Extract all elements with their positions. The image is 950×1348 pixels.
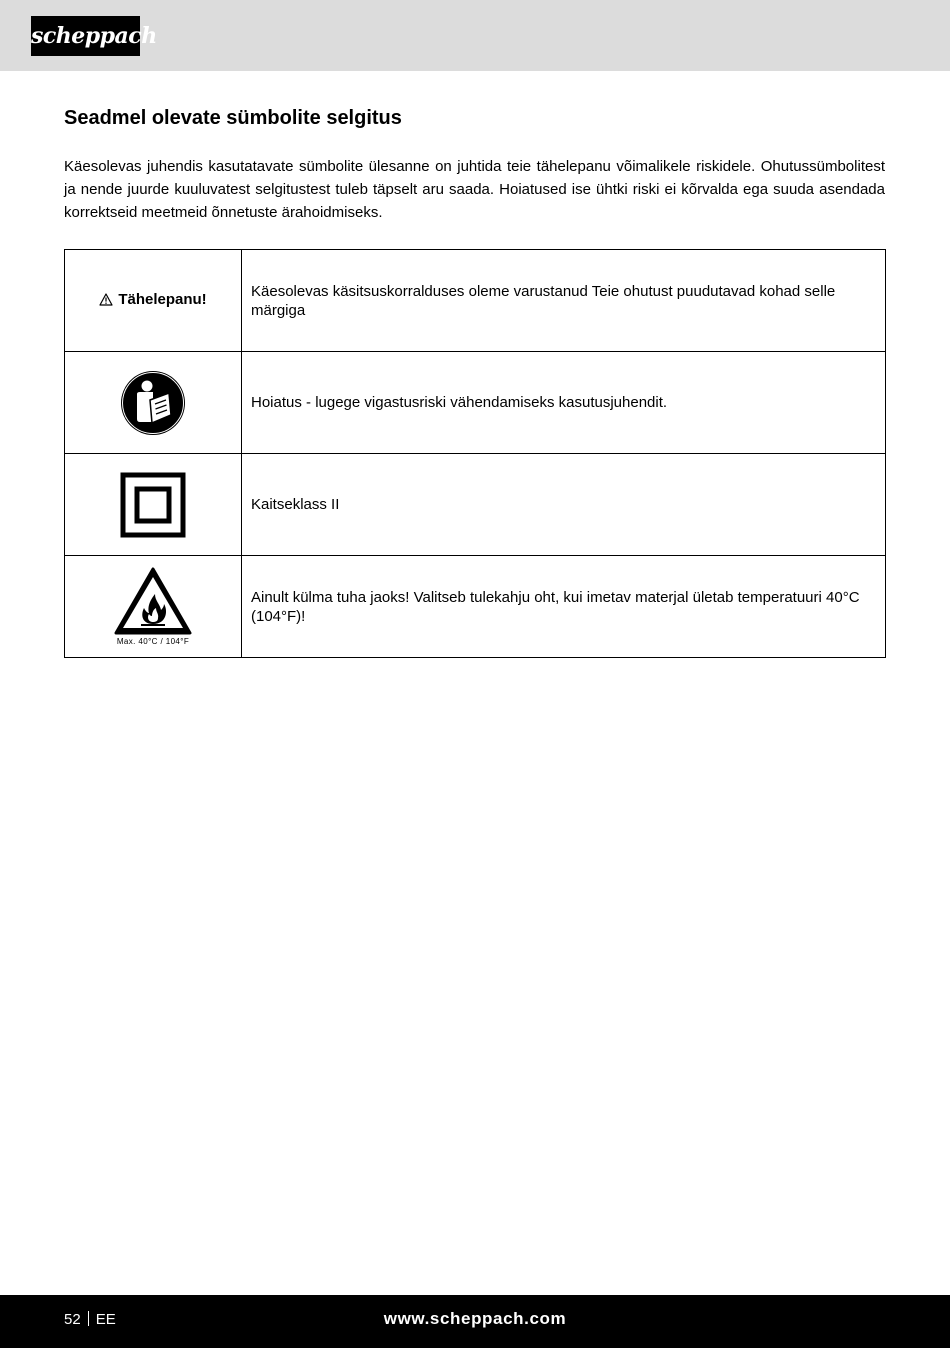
table-row bbox=[65, 352, 886, 454]
symbol-description: Kaitseklass II bbox=[242, 454, 886, 556]
symbol-description: Käesolevas käsitsuskorralduses oleme varustanud Teie ohutust puudutavad kohad selle märgiga bbox=[242, 250, 886, 352]
symbol-cell bbox=[65, 454, 242, 556]
table-row bbox=[65, 250, 886, 352]
symbol-description: Ainult külma tuha jaoks! Valitseb tulekahju oht, kui imetav materjal ületab temperatuuri 40°C (104°F)! bbox=[242, 556, 886, 658]
warning-triangle-icon bbox=[99, 293, 113, 306]
symbol-cell bbox=[65, 556, 242, 658]
symbol-cell bbox=[65, 352, 242, 454]
language-code: EE bbox=[95, 1311, 116, 1328]
website-link[interactable]: www.scheppach.com bbox=[383, 1309, 567, 1328]
symbols-table bbox=[64, 249, 886, 658]
fire-hazard-icon bbox=[113, 566, 193, 636]
scheppach-logo: scheppach bbox=[31, 16, 140, 56]
table-row bbox=[65, 556, 886, 658]
symbol-cell bbox=[65, 250, 242, 352]
max-temperature-caption: Max. 40°C / 104°F bbox=[116, 637, 190, 646]
attention-text: Tähelepanu! bbox=[118, 290, 207, 308]
section-intro: Käesolevas juhendis kasutatavate sümbolite ülesanne on juhtida teie tähelepanu võimalikele riskidele. Ohutussümbolitest ja nende juurde kuuluvatest selgitustest tuleb täpselt aru saada. Hoiatused ise ühtki riski ei kõrvalda ega suuda asendada korrektseid meetmeid õnnetuste ärahoidmiseks. bbox=[64, 158, 885, 221]
page-header bbox=[0, 0, 950, 71]
section-title: Seadmel olevate sümbolite selgitus bbox=[64, 107, 402, 129]
table-row bbox=[65, 454, 886, 556]
protection-class-ii-icon bbox=[120, 472, 186, 538]
attention-label bbox=[99, 291, 206, 308]
page-number-value: 52 bbox=[64, 1311, 81, 1328]
symbol-description: Hoiatus - lugege vigastusriski vähendamiseks kasutusjuhendit. bbox=[242, 352, 886, 454]
read-manual-icon bbox=[120, 370, 186, 436]
page-footer bbox=[0, 1295, 950, 1348]
